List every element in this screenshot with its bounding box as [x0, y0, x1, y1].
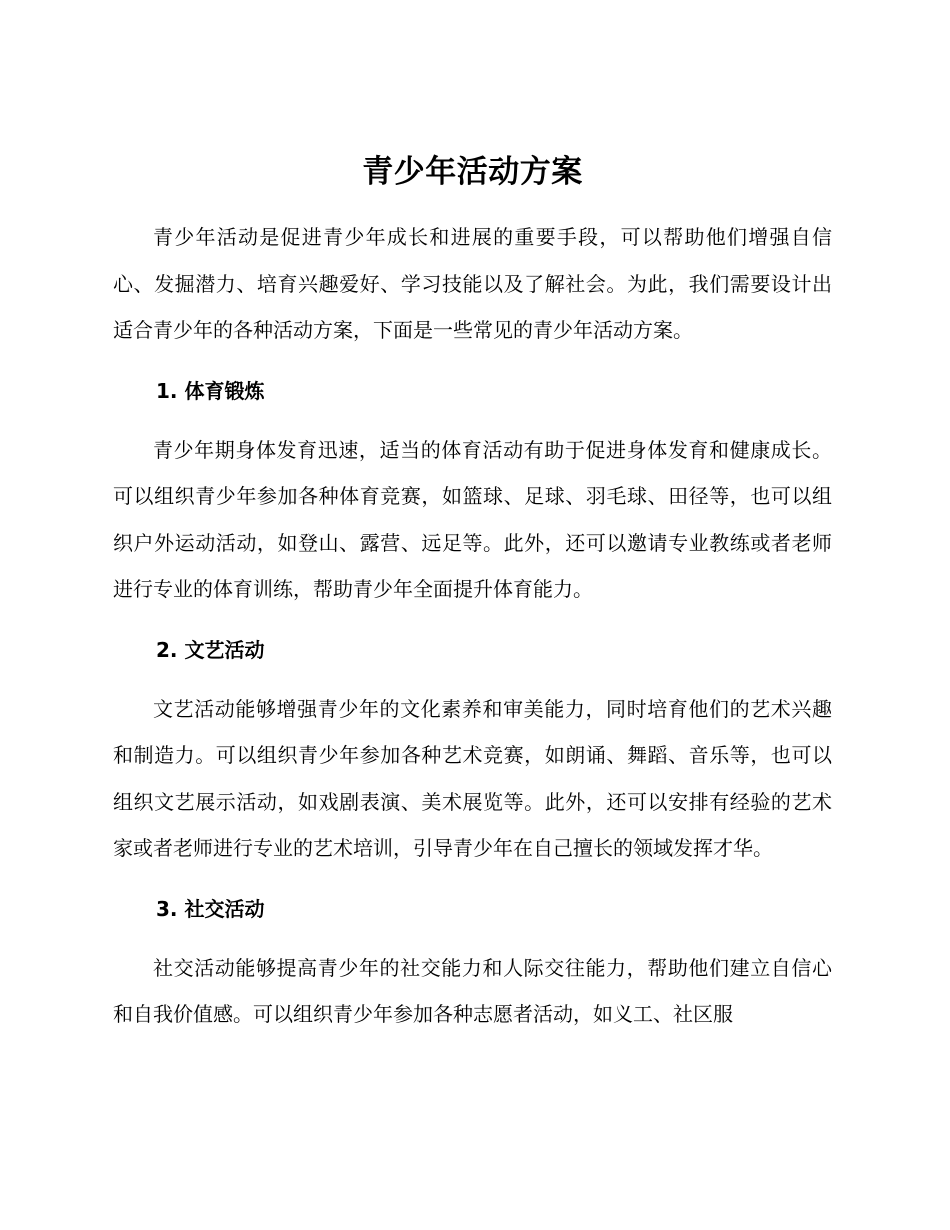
- intro-paragraph: 青少年活动是促进青少年成长和进展的重要手段，可以帮助他们增强自信心、发掘潜力、培育兴趣爱好、学习技能以及了解社会。为此，我们需要设计出适合青少年的各种活动方案，下面是一些常见的青少年活动方案。: [113, 225, 832, 342]
- section-social: [113, 893, 832, 1038]
- document-title: 青少年活动方案: [362, 154, 583, 190]
- section-paragraph: 社交活动能够提高青少年的社交能力和人际交往能力，帮助他们建立自信心和自我价值感。可以组织青少年参加各种志愿者活动，如义工、社区服: [113, 955, 832, 1026]
- section-heading: 3. 社交活动: [156, 896, 265, 921]
- section-heading: 2. 文艺活动: [156, 637, 265, 662]
- section-heading: 1. 体育锻炼: [156, 378, 265, 403]
- section-paragraph: 文艺活动能够增强青少年的文化素养和审美能力，同时培育他们的艺术兴趣和制造力。可以组织青少年参加各种艺术竞赛，如朗诵、舞蹈、音乐等，也可以组织文艺展示活动，如戏剧表演、美术展览等。此外，还可以安排有经验的艺术家或者老师进行专业的艺术培训，引导青少年在自己擅长的领域发挥才华。: [113, 696, 832, 860]
- section-paragraph: 青少年期身体发育迅速，适当的体育活动有助于促进身体发育和健康成长。可以组织青少年参加各种体育竞赛，如篮球、足球、羽毛球、田径等，也可以组织户外运动活动，如登山、露营、远足等。此外，还可以邀请专业教练或者老师进行专业的体育训练，帮助青少年全面提升体育能力。: [113, 437, 832, 601]
- section-sports: [113, 375, 832, 613]
- section-arts: [113, 634, 832, 872]
